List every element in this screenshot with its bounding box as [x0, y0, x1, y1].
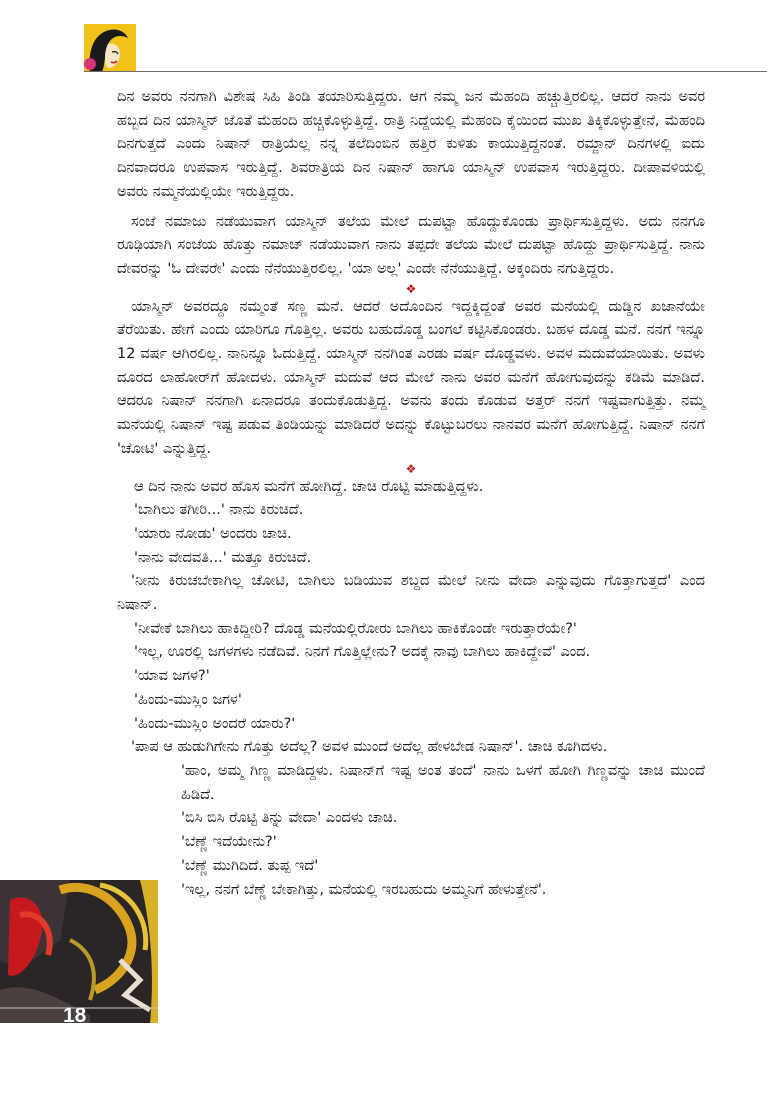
- magazine-logo-icon: [84, 24, 136, 72]
- paragraph: ದಿನ ಅವರು ನನಗಾಗಿ ವಿಶೇಷ ಸಿಹಿ ತಿಂಡಿ ತಯಾರಿಸುತ್ತಿದ್ದರು. ಆಗ ನಮ್ಮ ಜನ ಮೆಹಂದಿ ಹಚ್ಚುತ್ತಿರಲಿಲ್ಲ. ಆದರೆ ನಾನು ಅವರ ಹಬ್ಬದ ದಿನ ಯಾಸ್ಮಿನ್ ಜೊತೆ ಮೆಹಂದಿ ಹಚ್ಚಿಕೊಳ್ಳುತ್ತಿದ್ದೆ. ರಾತ್ರಿ ನಿದ್ದೆಯಲ್ಲಿ ಮೆಹಂದಿ ಕೈಯಿಂದ ಮುಖ ತಿಕ್ಕಿಕೊಳ್ಳುತ್ತೇನೆ, ಮೆಹಂದಿ ದಿನಗುತ್ತದೆ ಎಂದು ನಿಷಾನ್ ರಾತ್ರಿಯೆಲ್ಲ ನನ್ನ ತಲೆದಿಂಬಿನ ಹತ್ತಿರ ಕುಳಿತು ಕಾಯುತ್ತಿದ್ದನಂತೆ. ರಮ್ಜಾನ್ ದಿನಗಳಲ್ಲಿ ಐದು ದಿನವಾದರೂ ಉಪವಾಸ ಇರುತ್ತಿದ್ದೆ. ಶಿವರಾತ್ರಿಯ ದಿನ ನಿಷಾನ್ ಹಾಗೂ ಯಾಸ್ಮಿನ್ ಉಪವಾಸ ಇರುತ್ತಿದ್ದರು. ದೀಪಾವಳಿಯಲ್ಲಿ ಅವರು ನಮ್ಮನೆಯಲ್ಲಿಯೇ ಇರುತ್ತಿದ್ದರು.: [117, 89, 705, 200]
- header-divider: [84, 71, 767, 72]
- dialogue-line: 'ಬಿಸಿ ಬಿಸಿ ರೊಟ್ಟಿ ತಿನ್ನು ವೇದಾ' ಎಂದಳು ಚಾಚಿ.: [181, 810, 398, 827]
- dialogue-line: 'ಹಿಂದು-ಮುಸ್ಲಿಂ ಜಗಳ': [134, 691, 242, 708]
- dialogue-line: 'ಯಾರು ನೋಡು' ಅಂದರು ಚಾಚಿ.: [134, 525, 292, 542]
- dialogue-line: 'ಇಲ್ಲ, ನನಗೆ ಬೆಣ್ಣೆ ಬೇಕಾಗಿತ್ತು, ಮನೆಯಲ್ಲಿ ಇರಬಹುದು ಅಮ್ಮನಿಗೆ ಹೇಳುತ್ತೇನೆ'.: [181, 881, 547, 898]
- dialogue-line: 'ಬಾಗಿಲು ತಗೀರಿ...' ನಾನು ಕಿರುಚಿದೆ.: [134, 502, 304, 519]
- dialogue-line: 'ಬೆಣ್ಣೆ ಮುಗಿದಿದೆ. ತುಪ್ಪ ಇದೆ': [181, 857, 319, 874]
- dialogue-line: ಆ ದಿನ ನಾನು ಅವರ ಹೊಸ ಮನೆಗೆ ಹೋಗಿದ್ದೆ. ಚಾಚಿ ರೊಟ್ಟಿ ಮಾಡುತ್ತಿದ್ದಳು.: [134, 478, 484, 495]
- section-ornament-icon: ❖: [405, 281, 417, 296]
- dialogue-line: 'ಪಾಪ ಆ ಹುಡುಗಿಗೇನು ಗೊತ್ತು ಅದೆಲ್ಲ? ಅವಳ ಮುಂದೆ ಅದೆಲ್ಲ ಹೇಳಬೇಡ ನಿಷಾನ್'. ಚಾಚಿ ಕೂಗಿದಳು.: [131, 739, 608, 756]
- dialogue-line: 'ನಾನು ವೇದವತಿ...' ಮತ್ತೂ ಕಿರುಚಿದೆ.: [134, 549, 312, 566]
- story-text: [117, 86, 705, 902]
- abstract-painting-image: [0, 880, 158, 1023]
- dialogue-line: 'ಇಲ್ಲ, ಊರಲ್ಲಿ ಜಗಳಗಳು ನಡೆದಿವೆ. ನಿನಗೆ ಗೊತ್ತಿಲ್ಲೇನು? ಅದಕ್ಕೆ ನಾವು ಬಾಗಿಲು ಹಾಕಿದ್ದೇವೆ' ಎಂದ.: [134, 644, 591, 661]
- section-ornament-icon: ❖: [405, 461, 417, 476]
- dialogue-line: 'ಬೆಣ್ಣೆ ಇದೆಯೇನು?': [181, 834, 277, 851]
- paragraph: ಯಾಸ್ಮಿನ್ ಅವರದ್ದೂ ನಮ್ಮಂತೆ ಸಣ್ಣ ಮನೆ. ಆದರೆ ಅದೊಂದಿನ ಇದ್ದಕ್ಕಿದ್ದಂತೆ ಅವರ ಮನೆಯಲ್ಲಿ ದುಡ್ಡಿನ ಖಜಾನೆಯೇ ತೆರೆಯಿತು. ಹೇಗೆ ಎಂದು ಯಾರಿಗೂ ಗೊತ್ತಿಲ್ಲ. ಅವರು ಬಹುದೊಡ್ಡ ಬಂಗಲೆ ಕಟ್ಟಿಸಿಕೊಂಡರು. ಬಹಳ ದೊಡ್ಡ ಮನೆ. ನನಗೆ ಇನ್ನೂ 12 ವರ್ಷ ಆಗಿರಲಿಲ್ಲ. ನಾನಿನ್ನೂ ಓದುತ್ತಿದ್ದೆ. ಯಾಸ್ಮಿನ್ ನನಗಿಂತ ಎರಡು ವರ್ಷ ದೊಡ್ಡವಳು. ಅವಳ ಮದುವೆಯಾಯಿತು. ಅವಳು ದೂರದ ಲಾಹೋರ್‌ಗೆ ಹೋದಳು. ಯಾಸ್ಮಿನ್ ಮದುವೆ ಆದ ಮೇಲೆ ನಾನು ಅವರ ಮನೆಗೆ ಹೋಗುವುದನ್ನು ಕಡಿಮೆ ಮಾಡಿದೆ. ಆದರೂ ನಿಷಾನ್ ನನಗಾಗಿ ಏನಾದರೂ ತಂದುಕೊಡುತ್ತಿದ್ದ. ಅವನು ತಂದು ಕೊಡುವ ಅತ್ತರ್ ನನಗೆ ಇಷ್ಟವಾಗುತ್ತಿತ್ತು. ನಮ್ಮ ಮನೆಯಲ್ಲಿ ನಿಷಾನ್ ಇಷ್ಟ ಪಡುವ ತಿಂಡಿಯನ್ನು ಮಾಡಿದರೆ ಅದನ್ನು ಕೊಟ್ಟುಬರಲು ನಾನವರ ಮನೆಗೆ ಹೋಗುತ್ತಿದ್ದೆ. ನಿಷಾನ್ ನನಗೆ 'ಚೋಟಿ' ಎನ್ನುತ್ತಿದ್ದ.: [117, 298, 705, 457]
- dialogue-line: 'ಹಿಂದು-ಮುಸ್ಲಿಂ ಅಂದರೆ ಯಾರು?': [134, 715, 296, 732]
- page-number: 18: [63, 1004, 87, 1027]
- dialogue-line: 'ನೀನು ಕಿರುಚಬೇಕಾಗಿಲ್ಲ ಚೋಟಿ, ಬಾಗಿಲು ಬಡಿಯುವ ಶಬ್ದದ ಮೇಲೆ ನೀನು ವೇದಾ ಎನ್ನುವುದು ಗೊತ್ತಾಗುತ್ತದೆ' ಎಂದ ನಿಷಾನ್.: [117, 573, 705, 614]
- dialogue-line: 'ಯಾವ ಜಗಳ?': [134, 668, 210, 685]
- dialogue-line: 'ನೀವೇಕೆ ಬಾಗಿಲು ಹಾಕಿದ್ದೀರಿ? ದೊಡ್ಡ ಮನೆಯಲ್ಲಿರೋರು ಬಾಗಿಲು ಹಾಕಿಕೊಂಡೇ ಇರುತ್ತಾರೆಯೇ?': [134, 620, 577, 637]
- paragraph: ಸಂಜೆ ನಮಾಜು ನಡೆಯುವಾಗ ಯಾಸ್ಮಿನ್ ತಲೆಯ ಮೇಲೆ ದುಪಟ್ಟಾ ಹೊದ್ದುಕೊಂಡು ಪ್ರಾರ್ಥಿಸುತ್ತಿದ್ದಳು. ಅದು ನನಗೂ ರೂಢಿಯಾಗಿ ಸಂಜೆಯ ಹೊತ್ತು ನಮಾಜ್ ನಡೆಯುವಾಗ ನಾನು ತಪ್ಪದೇ ತಲೆಯ ಮೇಲೆ ದುಪಟ್ಟಾ ಹೊದ್ದು ಪ್ರಾರ್ಥಿಸುತ್ತಿದ್ದೆ. ನಾನು ದೇವರನ್ನು 'ಓ ದೇವರೇ' ಎಂದು ನೆನೆಯುತ್ತಿರಲಿಲ್ಲ. 'ಯಾ ಅಲ್ಲ' ಎಂದೇ ನೆನೆಯುತ್ತಿದ್ದೆ. ಅಕ್ಕಂದಿರು ನಗುತ್ತಿದ್ದರು.: [117, 213, 705, 277]
- dialogue-line: 'ಹಾಂ, ಅಮ್ಮ ಗಿಣ್ಣ ಮಾಡಿದ್ದಳು. ನಿಷಾನ್‌ಗೆ ಇಷ್ಟ ಅಂತ ತಂದೆ' ನಾನು ಒಳಗೆ ಹೋಗಿ ಗಿಣ್ಣವನ್ನು ಚಾಚಿ ಮುಂದೆ ಹಿಡಿದೆ.: [181, 762, 705, 803]
